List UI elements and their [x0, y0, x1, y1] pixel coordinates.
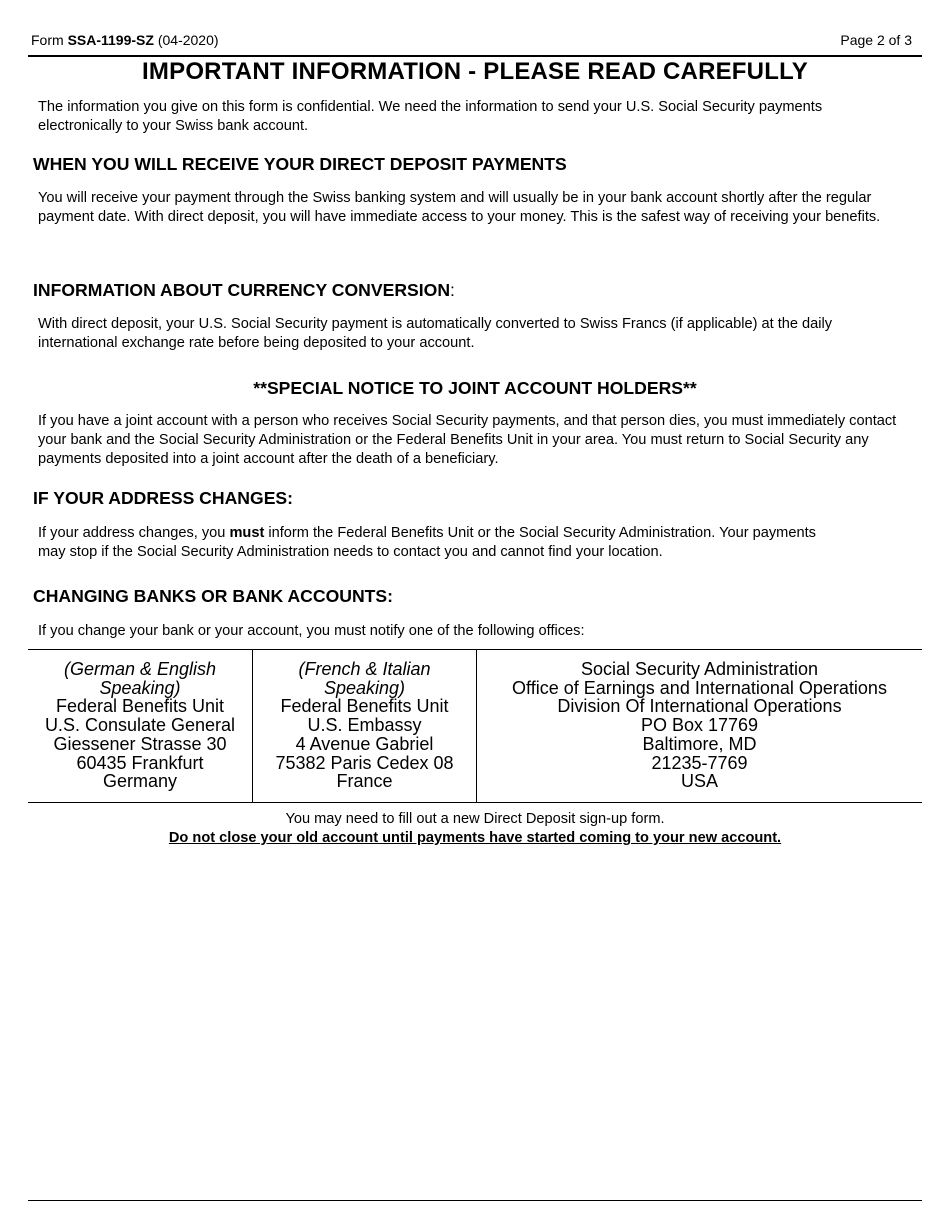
office-line: Division Of International Operations	[557, 696, 842, 717]
office-language: (German & English Speaking)	[63, 659, 217, 698]
office-line: 75382 Paris Cedex 08	[275, 752, 454, 773]
banks-heading: CHANGING BANKS OR BANK ACCOUNTS:	[33, 586, 394, 606]
office-line: 21235-7769	[651, 752, 748, 773]
address-must: must	[229, 525, 265, 541]
office-line: Federal Benefits Unit	[55, 696, 225, 717]
office-line: U.S. Embassy	[307, 715, 422, 736]
office-line: 4 Avenue Gabriel	[295, 733, 434, 754]
offices-table	[28, 649, 922, 803]
form-date: (04-2020)	[157, 32, 219, 48]
form-number: SSA-1199-SZ	[67, 32, 154, 48]
office-line: France	[336, 771, 393, 792]
form-prefix: Form	[31, 32, 64, 48]
office-baltimore	[477, 650, 923, 803]
currency-heading	[33, 280, 455, 301]
office-line: 60435 Frankfurt	[76, 752, 204, 773]
address-heading: IF YOUR ADDRESS CHANGES:	[33, 488, 294, 508]
receive-paragraph: You will receive your payment through the Swiss banking system and will usually be in your bank account shortly after the regular payment date. With direct deposit, you will have immediate access to your money. This is the safest way of receiving your benefits.	[38, 190, 881, 225]
office-line: Office of Earnings and International Operations	[512, 677, 887, 698]
page-number: Page 2 of 3	[840, 32, 912, 48]
office-line: Giessener Strasse 30	[53, 733, 227, 754]
footer-divider	[28, 1200, 922, 1201]
address-paragraph	[38, 524, 818, 562]
header-divider	[28, 55, 922, 57]
office-line: Federal Benefits Unit	[280, 696, 449, 717]
address-text-start: If your address changes, you	[38, 525, 230, 541]
page-title: IMPORTANT INFORMATION - PLEASE READ CAREFULLY	[142, 58, 808, 85]
office-line: U.S. Consulate General	[44, 715, 236, 736]
currency-heading-colon: :	[450, 280, 455, 300]
office-line: Baltimore, MD	[642, 733, 757, 754]
sign-up-note: You may need to fill out a new Direct Deposit sign-up form.	[285, 811, 665, 827]
office-paris	[253, 650, 477, 803]
address-text-end: inform the Federal Benefits Unit or the Social Security Administration. Your payments may stop if the Social Security Administration needs to contact you and cannot find your location.	[38, 525, 816, 560]
office-line: PO Box 17769	[640, 715, 759, 736]
currency-paragraph: With direct deposit, your U.S. Social Security payment is automatically converted to Swiss Francs (if applicable) at the daily international exchange rate before being deposited to your account.	[38, 316, 833, 351]
banks-paragraph: If you change your bank or your account, you must notify one of the following offices:	[38, 623, 585, 639]
joint-account-paragraph: If you have a joint account with a person who receives Social Security payments, and that person dies, you must immediately contact your bank and the Social Security Administration or the Federal Benefits Unit in your area. You must return to Social Security any payments deposited into a joint account after the death of a beneficiary.	[38, 413, 897, 467]
office-line: Social Security Administration	[580, 659, 819, 679]
office-frankfurt	[28, 650, 253, 803]
currency-heading-text: INFORMATION ABOUT CURRENCY CONVERSION	[33, 280, 451, 300]
office-line: Germany	[102, 771, 178, 792]
receive-heading: WHEN YOU WILL RECEIVE YOUR DIRECT DEPOSIT PAYMENTS	[33, 154, 567, 174]
intro-paragraph: The information you give on this form is confidential. We need the information to send your U.S. Social Security payments electronically to your Swiss bank account.	[38, 99, 823, 134]
joint-account-heading: **SPECIAL NOTICE TO JOINT ACCOUNT HOLDERS**	[253, 378, 697, 398]
close-account-warning: Do not close your old account until payments have started coming to your new account.	[168, 830, 782, 846]
office-language: (French & Italian Speaking)	[298, 659, 431, 698]
office-line: USA	[680, 771, 718, 792]
form-identifier	[31, 32, 219, 48]
